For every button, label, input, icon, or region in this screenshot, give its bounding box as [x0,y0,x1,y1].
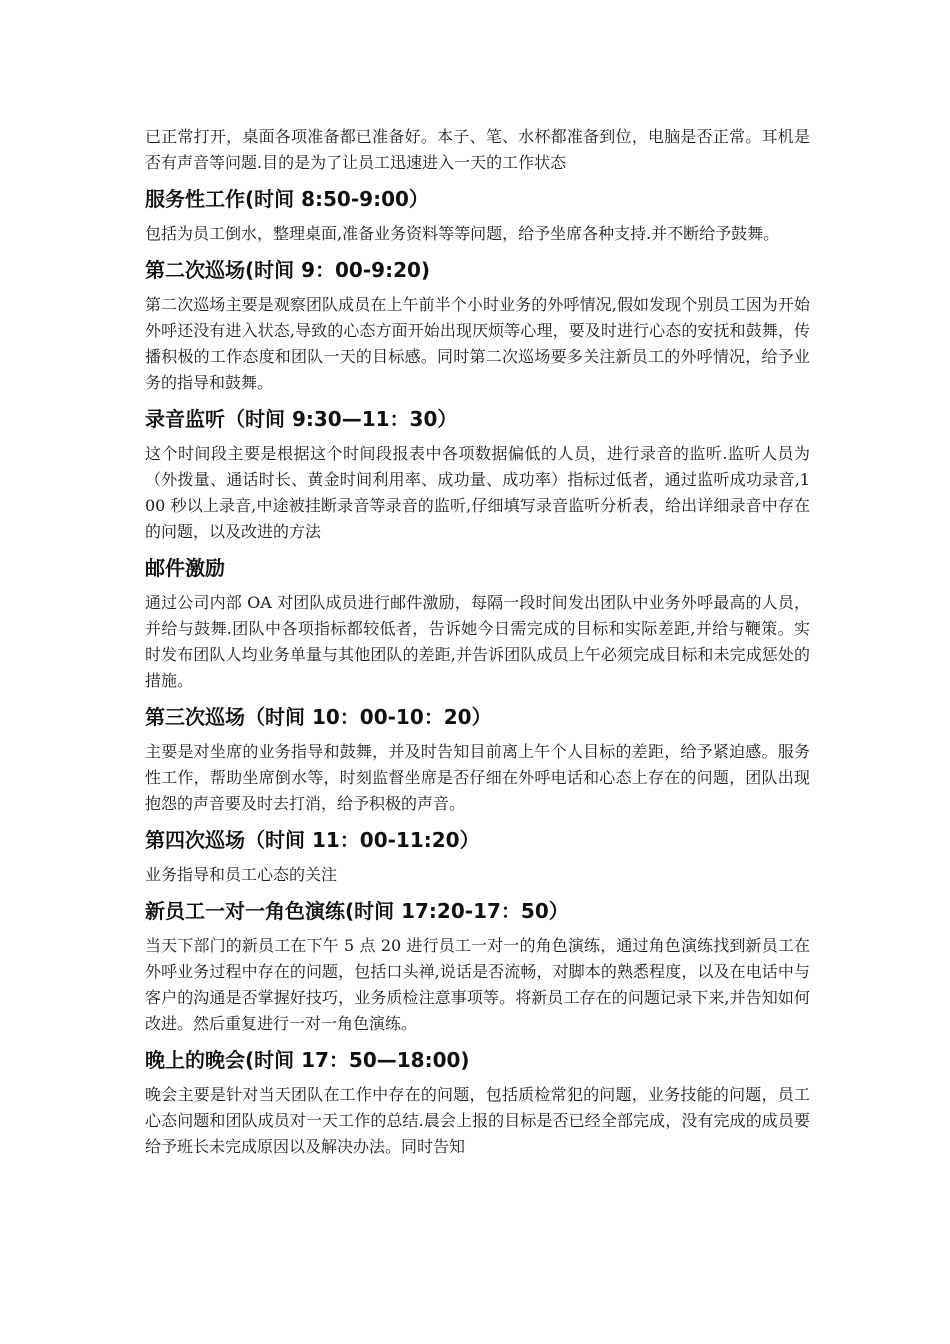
section-body-second-patrol: 第二次巡场主要是观察团队成员在上午前半个小时业务的外呼情况,假如发现个别员工因为开始外呼还没有进入状态,导致的心态方面开始出现厌烦等心理，要及时进行心态的安抚和鼓舞，传播积极的工作态度和团队一天的目标感。同时第二次巡场要多关注新员工的外呼情况，给予业务的指导和鼓舞。 [145,295,810,392]
section-body-role-play: 当天下部门的新员工在下午 5 点 20 进行员工一对一的角色演练，通过角色演练找到新员工在外呼业务过程中存在的问题，包括口头禅,说话是否流畅，对脚本的熟悉程度，以及在电话中与客户的沟通是否掌握好技巧，业务质检注意事项等。将新员工存在的问题记录下来,并告知如何改进。然后重复进行一对一角色演练。 [145,936,810,1033]
section-body-evening-meeting: 晚会主要是针对当天团队在工作中存在的问题，包括质检常犯的问题，业务技能的问题，员工心态问题和团队成员对一天工作的总结.晨会上报的目标是否已经全部完成，没有完成的成员要给予班长未完成原因以及解决办法。同时告知 [145,1085,810,1156]
section-body-recording-monitor: 这个时间段主要是根据这个时间段报表中各项数据偏低的人员，进行录音的监听.监听人员为（外拨量、通话时长、黄金时间利用率、成功量、成功率）指标过低者，通过监听成功录音,100 秒以上录音,中途被挂断录音等录音的监听,仔细填写录音监听分析表，给出详细录音中存在的问题，以及改进的方法 [145,444,810,541]
section-heading-recording-monitor: 录音监听（时间 9:30—11：30） [145,407,458,431]
section-body-fourth-patrol: 业务指导和员工心态的关注 [145,865,338,884]
section-heading-service: 服务性工作(时间 8:50-9:00） [145,187,429,211]
section-heading-fourth-patrol: 第四次巡场（时间 11：00-11:20） [145,828,480,852]
document-page [145,124,810,1160]
section-heading-email-incentive: 邮件激励 [145,556,225,580]
section-body-third-patrol: 主要是对坐席的业务指导和鼓舞，并及时告知目前离上午个人目标的差距，给予紧迫感。服务性工作，帮助坐席倒水等，时刻监督坐席是否仔细在外呼电话和心态上存在的问题，团队出现抱怨的声音要及时去打消，给予积极的声音。 [145,742,810,813]
section-heading-role-play: 新员工一对一角色演练(时间 17:20-17：50） [145,899,569,923]
section-body-email-incentive: 通过公司内部 OA 对团队成员进行邮件激励，每隔一段时间发出团队中业务外呼最高的人员，并给与鼓舞.团队中各项指标都较低者，告诉她今日需完成的目标和实际差距,并给与鞭策。实时发布团队人均业务单量与其他团队的差距,并告诉团队成员上午必须完成目标和未完成惩处的措施。 [145,593,810,690]
section-heading-evening-meeting: 晚上的晚会(时间 17：50—18:00) [145,1048,470,1072]
section-heading-third-patrol: 第三次巡场（时间 10：00-10：20） [145,705,492,729]
section-heading-second-patrol: 第二次巡场(时间 9：00-9:20) [145,258,431,282]
intro-paragraph: 已正常打开，桌面各项准备都已准备好。本子、笔、水杯都准备到位，电脑是否正常。耳机是否有声音等问题.目的是为了让员工迅速进入一天的工作状态 [145,127,810,172]
section-body-service: 包括为员工倒水，整理桌面,准备业务资料等等问题，给予坐席各种支持.并不断给予鼓舞。 [145,224,780,243]
